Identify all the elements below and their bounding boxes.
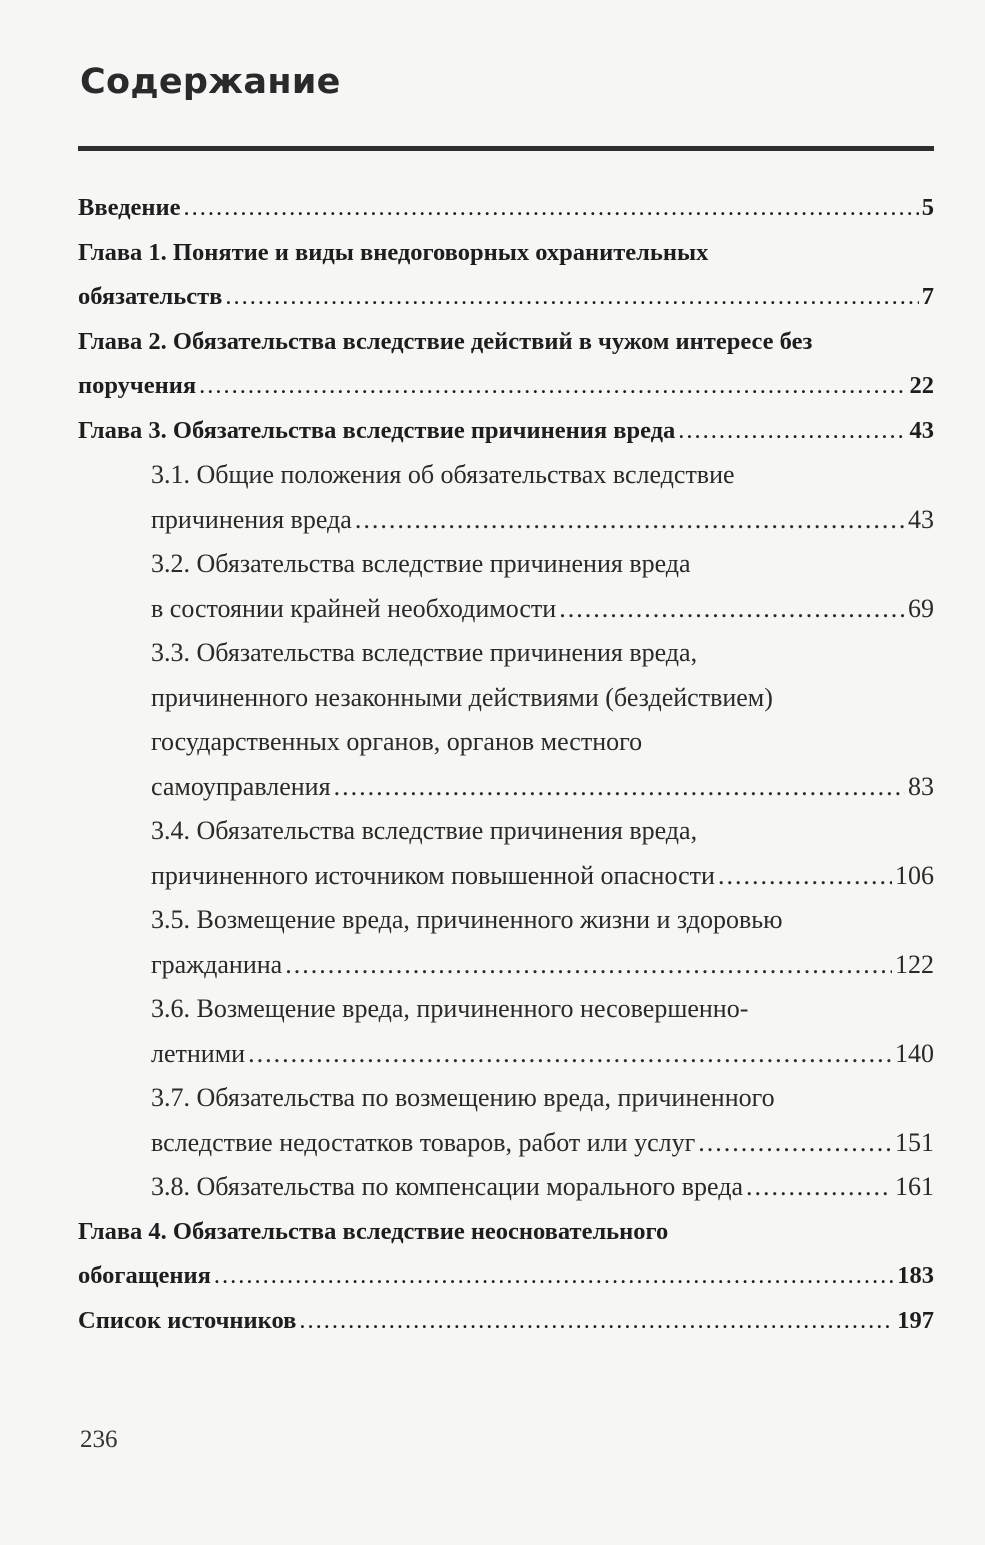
toc-page-number: 122	[895, 949, 934, 979]
page-title: Содержание	[80, 62, 341, 102]
dot-leader	[355, 498, 905, 543]
toc-entry-intro[interactable]	[78, 186, 934, 231]
toc-entry-section-3-7[interactable]	[78, 1076, 934, 1165]
toc-entry-title-cont: обогащения	[78, 1262, 211, 1289]
dot-leader	[334, 765, 905, 810]
toc-entry-title: 3.8. Обязательства по компенсации морального вреда	[151, 1172, 743, 1201]
toc-entry-title-cont: причиненного источником повышенной опасности	[151, 860, 715, 890]
dot-leader	[225, 275, 918, 320]
toc-entry-section-3-2[interactable]	[78, 542, 934, 631]
toc-page-number: 43	[909, 416, 934, 444]
dot-leader	[248, 1032, 892, 1077]
toc-entry-title-cont: самоуправления	[151, 771, 331, 801]
toc-entry-title: 3.2. Обязательства вследствие причинения вреда	[151, 549, 691, 578]
toc-entry-chapter-1[interactable]	[78, 231, 934, 320]
toc-entry-title-cont: в состоянии крайней необходимости	[151, 593, 557, 623]
dot-leader	[184, 186, 919, 231]
toc-entry-title-cont: гражданина	[151, 949, 283, 979]
dot-leader	[678, 409, 906, 454]
toc-entry-section-3-5[interactable]	[78, 898, 934, 987]
dot-leader	[746, 1165, 892, 1210]
toc-entry-title-cont: обязательств	[78, 283, 223, 310]
toc-page-number: 83	[908, 771, 934, 801]
toc-entry-title: 3.4. Обязательства вследствие причинения вреда,	[151, 816, 698, 845]
table-of-contents	[78, 186, 934, 1343]
page-number: 236	[80, 1426, 118, 1453]
dot-leader	[718, 854, 892, 899]
toc-entry-section-3-1[interactable]	[78, 453, 934, 542]
toc-entry-chapter-3[interactable]	[78, 409, 934, 454]
toc-entry-title: 3.6. Возмещение вреда, причиненного несовершенно-	[151, 994, 749, 1023]
dot-leader	[199, 364, 906, 409]
title-rule	[78, 146, 934, 151]
toc-entry-title-cont: вследствие недостатков товаров, работ или услуг	[151, 1127, 696, 1157]
toc-page-number: 5	[921, 194, 934, 221]
toc-page-number: 43	[908, 504, 934, 534]
toc-page-number: 161	[895, 1172, 934, 1201]
toc-entry-title: Глава 4. Обязательства вследствие неосновательного	[78, 1217, 669, 1245]
dot-leader	[559, 587, 905, 632]
toc-page-number: 183	[897, 1262, 934, 1289]
toc-entry-section-3-3[interactable]	[78, 631, 934, 809]
toc-entry-section-3-8[interactable]	[78, 1165, 934, 1210]
toc-entry-title: 3.1. Общие положения об обязательствах вследствие	[151, 460, 735, 489]
dot-leader	[285, 943, 892, 988]
toc-entry-title-cont: летними	[151, 1038, 246, 1068]
toc-entry-chapter-2[interactable]	[78, 320, 934, 409]
toc-entry-title-cont: причинения вреда	[151, 504, 352, 534]
toc-page-number: 106	[895, 860, 934, 890]
toc-entry-title: Список источников	[78, 1306, 297, 1334]
toc-entry-title: 3.3. Обязательства вследствие причинения вреда,	[151, 638, 698, 667]
toc-page-number: 22	[909, 372, 934, 399]
toc-entry-section-3-6[interactable]	[78, 987, 934, 1076]
dot-leader	[299, 1299, 894, 1344]
toc-entry-title: Глава 3. Обязательства вследствие причинения вреда	[78, 416, 676, 444]
toc-page-number: 140	[895, 1038, 934, 1068]
toc-page-number: 151	[895, 1127, 934, 1157]
toc-entry-title: 3.5. Возмещение вреда, причиненного жизни и здоровью	[151, 905, 783, 934]
toc-entry-title: Глава 2. Обязательства вследствие действий в чужом интересе без	[78, 327, 813, 355]
toc-entry-title-cont: поручения	[78, 372, 197, 399]
toc-entry-title: Глава 1. Понятие и виды внедоговорных охранительных	[78, 238, 709, 266]
toc-page-number: 197	[897, 1306, 934, 1334]
toc-entry-section-3-4[interactable]	[78, 809, 934, 898]
toc-entry-title-cont: государственных органов, органов местного	[151, 727, 643, 756]
toc-entry-title: 3.7. Обязательства по возмещению вреда, причиненного	[151, 1083, 775, 1112]
toc-page-number: 69	[908, 593, 934, 623]
dot-leader	[698, 1121, 892, 1166]
toc-entry-title: Введение	[78, 194, 181, 221]
toc-page-number: 7	[921, 283, 934, 310]
toc-entry-title-cont: причиненного незаконными действиями (бездействием)	[151, 682, 773, 712]
toc-entry-sources[interactable]	[78, 1299, 934, 1344]
toc-entry-chapter-4[interactable]	[78, 1210, 934, 1299]
dot-leader	[214, 1254, 894, 1299]
